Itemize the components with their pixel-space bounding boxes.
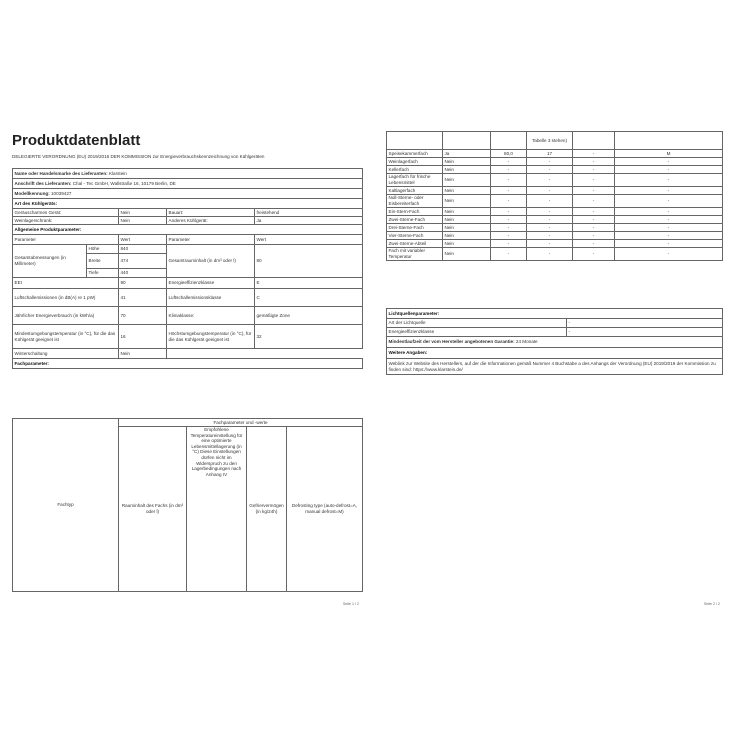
climate-class-label: Klimaklasse: — [167, 307, 255, 325]
compartment-type: Ein-Stern-Fach — [387, 208, 443, 216]
compartment-value: 80,0 — [491, 150, 527, 158]
compartment-value: Nein — [443, 232, 491, 240]
volume-column-header: Rauminhalt des Fachs (in dm³ oder l) — [119, 427, 187, 592]
compartment-type: Fach mit variabler Temperatur — [387, 248, 443, 261]
compartment-value: - — [491, 248, 527, 261]
low-noise-value: Nein — [119, 209, 167, 217]
compartment-value: - — [491, 166, 527, 174]
compartment-value: - — [491, 216, 527, 224]
compartment-value: - — [491, 174, 527, 187]
compartment-value: - — [491, 158, 527, 166]
energy-class-value: E — [255, 278, 363, 289]
width-value: 474 — [119, 254, 167, 269]
noise-label: Luftschallemissionen (in dB(A) re 1 pW) — [13, 289, 119, 307]
model-row: Modellkennung: 10039427 — [13, 189, 363, 199]
min-temp-label: Mindestumgebungstemperatur (in °C), für die das Kühlgerät geeignet ist — [13, 325, 119, 349]
compartment-value: - — [491, 195, 527, 208]
table-row — [387, 187, 723, 195]
regulation-intro: DELEGIERTE VERORDNUNG (EU) 2019/2016 DER KOMMISSION zur Energieverbrauchskennzeichnung von Kühlgeräten — [12, 154, 265, 159]
compartment-type: Zwei-Sterne-Fach — [387, 216, 443, 224]
compartment-value: - — [573, 224, 615, 232]
winter-switch-label: Winterschaltung — [13, 349, 119, 359]
compartment-value: Nein — [443, 166, 491, 174]
light-class-value: - — [567, 328, 723, 337]
general-info-table — [12, 168, 363, 369]
volume-value: 80 — [255, 245, 363, 278]
compartment-value: Nein — [443, 240, 491, 248]
low-noise-label: Geräuscharmes Gerät: — [13, 209, 119, 217]
type-section-heading: Art des Kühlgeräts: — [13, 199, 363, 209]
general-section-heading: Allgemeine Produktparameter: — [13, 225, 363, 235]
compartment-value: Nein — [443, 224, 491, 232]
compartment-value: Ja — [443, 150, 491, 158]
compartment-value: - — [573, 248, 615, 261]
dimensions-label: Gesamtabmessungen (in Millimeter) — [13, 245, 87, 278]
construction-value: freistehend — [255, 209, 363, 217]
compartment-value: - — [615, 240, 723, 248]
winter-switch-value: Nein — [119, 349, 167, 359]
compartment-type: Vier-Sterne-Fach — [387, 232, 443, 240]
compartment-value: - — [527, 166, 573, 174]
freezing-capacity-header: Gefriervermögen (in kg/24h) — [247, 427, 287, 592]
compartment-value: Nein — [443, 248, 491, 261]
depth-label: Tiefe — [87, 269, 119, 278]
max-temp-label: Höchstumgebungstemperatur (in °C), für die das Kühlgerät geeignet ist — [167, 325, 255, 349]
compartment-value: - — [615, 208, 723, 216]
fachtyp-header: Fachtyp — [13, 419, 119, 592]
compartment-value: Nein — [443, 216, 491, 224]
compartment-value: - — [573, 158, 615, 166]
table-row — [387, 166, 723, 174]
compartment-value: - — [615, 166, 723, 174]
width-label: Breite — [87, 254, 119, 269]
compartment-type: Speisekammerfach — [387, 150, 443, 158]
datasheet-page-1 — [10, 128, 365, 606]
compartment-section-heading: Fachparameter: — [13, 359, 363, 369]
energy-class-label: Energieeffizienzklasse — [167, 278, 255, 289]
compartment-value: - — [491, 208, 527, 216]
compartment-type: Null-Sterne- oder Eisbereiterfach — [387, 195, 443, 208]
compartment-value: - — [527, 216, 573, 224]
compartment-type: Weinlagerfach — [387, 158, 443, 166]
volume-label: Gesamtrauminhalt (in dm³ oder l) — [167, 245, 255, 278]
datasheet-page-2 — [384, 128, 726, 606]
value-header: Wert — [255, 235, 363, 245]
page-title: Produktdatenblatt — [12, 132, 141, 149]
table-row — [387, 195, 723, 208]
light-type-value: - — [567, 319, 723, 328]
compartment-value: - — [573, 216, 615, 224]
table-row — [387, 240, 723, 248]
min-temp-value: 16 — [119, 325, 167, 349]
wine-cabinet-label: Weinlagerschrank: — [13, 217, 119, 225]
table-row — [387, 216, 723, 224]
height-value: 840 — [119, 245, 167, 254]
compartment-table — [12, 418, 363, 592]
param-header: Parameter — [13, 235, 119, 245]
climate-class-value: gemäßigte Zone — [255, 307, 363, 325]
compartment-type: Drei-Sterne-Fach — [387, 224, 443, 232]
page-number: Seite 2 / 2 — [703, 602, 720, 606]
compartment-value: - — [573, 187, 615, 195]
compartment-value: Nein — [443, 208, 491, 216]
compartment-value: - — [491, 240, 527, 248]
table-row — [387, 232, 723, 240]
annual-energy-label: Jährlicher Energieverbrauch (in kWh/a) — [13, 307, 119, 325]
compartment-value: Nein — [443, 174, 491, 187]
table-row — [387, 158, 723, 166]
compartment-value: - — [615, 232, 723, 240]
compartment-value: - — [573, 195, 615, 208]
compartment-value: - — [573, 232, 615, 240]
supplier-brand-row: Name oder Handelsmarke des Lieferanten: Klarstein — [13, 169, 363, 179]
compartment-value: - — [615, 187, 723, 195]
temperature-column-header: Empfohlene Temperatureinstellung für eine optimierte Lebensmittellagerung (in °C) Diese Einstellungen dürfen nicht im Widerspruch zu den Lagerbedingungen nach Anhang IV — [187, 427, 247, 592]
table-row — [387, 224, 723, 232]
compartment-value: - — [573, 174, 615, 187]
compartment-value: - — [615, 174, 723, 187]
compartment-value: M — [615, 150, 723, 158]
table-header-continuation: Tabelle 3 stehen) — [527, 132, 573, 150]
compartment-value: - — [527, 158, 573, 166]
other-appliance-value: Ja — [255, 217, 363, 225]
table-row — [387, 208, 723, 216]
compartment-value: - — [573, 150, 615, 158]
compartment-value: Nein — [443, 158, 491, 166]
warranty-row: Mindestlaufzeit der vom Hersteller angebotenen Garantie: 24 Monate — [387, 337, 723, 348]
noise-class-label: Luftschallemissionsklasse — [167, 289, 255, 307]
page-number: Seite 1 / 2 — [342, 602, 359, 606]
compartment-type: Kellerfach — [387, 166, 443, 174]
compartment-value: - — [491, 232, 527, 240]
table-row — [387, 174, 723, 187]
more-info-text: Weblink zur Website des Herstellers, auf der die Informationen gemäß Nummer 4 Buchstabe a des Anhangs der Verordnung (EU) 2019/2019 der Kommission zu finden sind: https://www.klarstein.de/ — [387, 359, 723, 375]
compartment-value: Nein — [443, 187, 491, 195]
compartment-value: - — [491, 187, 527, 195]
light-type-label: Art der Lichtquelle — [387, 319, 567, 328]
compartment-continued-table — [386, 131, 723, 261]
more-info-heading: Weitere Angaben: — [387, 348, 723, 359]
defrosting-type-header: Defrosting type (auto-defrost=A, manual defrost=M) — [287, 427, 363, 592]
eei-label: EEI — [13, 278, 119, 289]
manufacturer-link[interactable]: https://www.klarstein.de/ — [413, 366, 463, 372]
supplier-address-row: Anschrift des Lieferanten: Chal - Tec GmbH, Wallstraße 16, 10179 Berlin, DE — [13, 179, 363, 189]
compartment-value: - — [527, 248, 573, 261]
noise-class-value: C — [255, 289, 363, 307]
compartment-value: - — [527, 187, 573, 195]
other-appliance-label: Anderes Kühlgerät: — [167, 217, 255, 225]
compartment-value: - — [615, 224, 723, 232]
compartment-value: - — [615, 248, 723, 261]
light-section-heading: Lichtquellenparameter: — [387, 309, 723, 319]
compartment-value: - — [527, 195, 573, 208]
light-class-label: Energieeffizienzklasse — [387, 328, 567, 337]
compartment-type: Kaltlagerfach — [387, 187, 443, 195]
compartment-value: Nein — [443, 195, 491, 208]
compartment-value: - — [615, 158, 723, 166]
compartment-value: - — [573, 166, 615, 174]
wine-cabinet-value: Nein — [119, 217, 167, 225]
compartment-value: - — [615, 195, 723, 208]
table-row — [387, 150, 723, 158]
eei-value: 90 — [119, 278, 167, 289]
compartment-value: - — [615, 216, 723, 224]
compartment-value: - — [527, 240, 573, 248]
param-header: Parameter — [167, 235, 255, 245]
height-label: Höhe — [87, 245, 119, 254]
table-row — [387, 248, 723, 261]
light-source-table — [386, 308, 723, 375]
construction-label: Bauart: — [167, 209, 255, 217]
compartment-value: - — [527, 224, 573, 232]
compartment-value: 17 — [527, 150, 573, 158]
compartment-value: - — [573, 208, 615, 216]
compartment-type: Lagerfach für frische Lebensmittel — [387, 174, 443, 187]
noise-value: 41 — [119, 289, 167, 307]
depth-value: 440 — [119, 269, 167, 278]
annual-energy-value: 70 — [119, 307, 167, 325]
compartment-values-header: Fachparameter und -werte — [119, 419, 363, 427]
compartment-type: Zwei-Sterne-Abteil — [387, 240, 443, 248]
compartment-value: - — [573, 240, 615, 248]
compartment-value: - — [527, 208, 573, 216]
value-header: Wert — [119, 235, 167, 245]
compartment-value: - — [527, 174, 573, 187]
compartment-value: - — [491, 224, 527, 232]
max-temp-value: 32 — [255, 325, 363, 349]
compartment-value: - — [527, 232, 573, 240]
